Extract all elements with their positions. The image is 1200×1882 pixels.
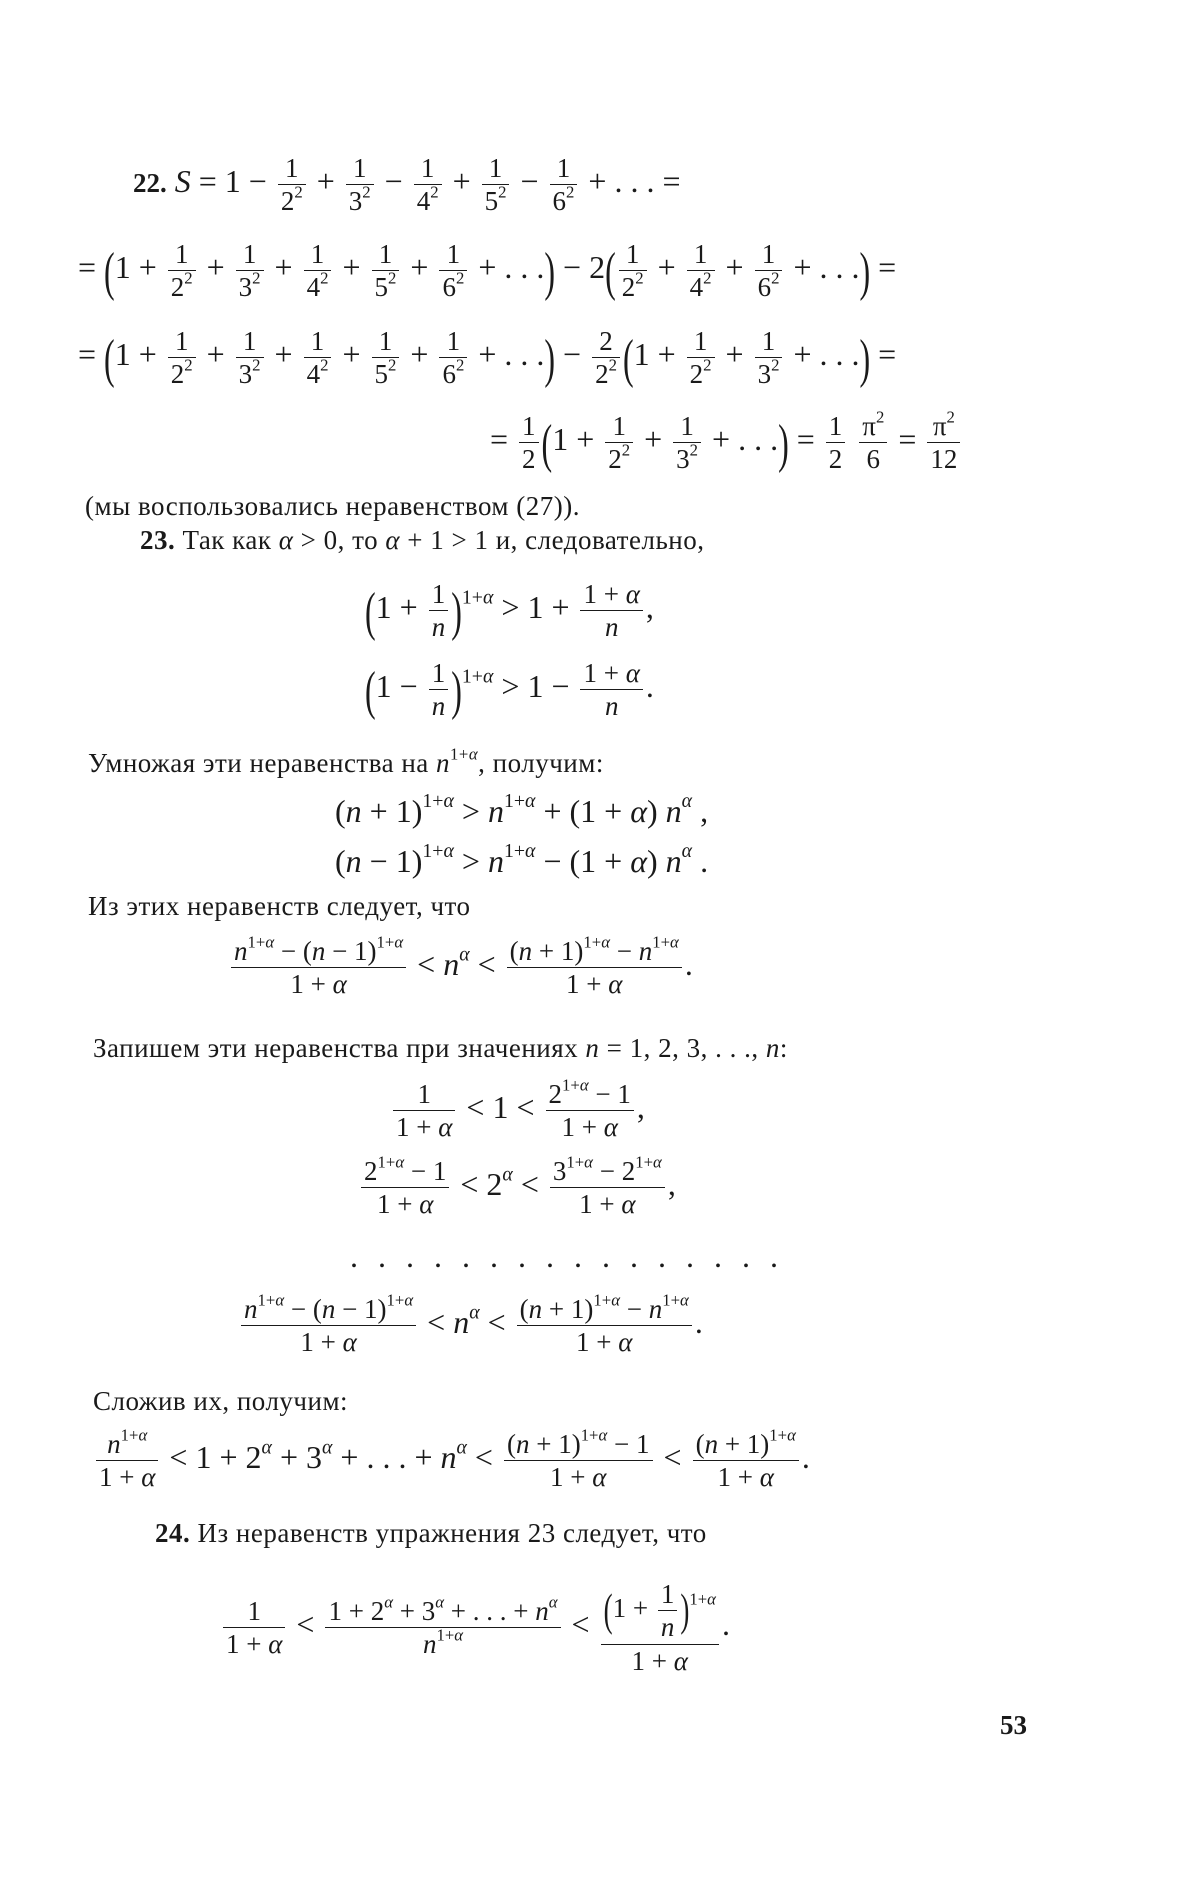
p23-intro-line: 23. Так как α > 0, то α + 1 > 1 и, следовательно, (140, 525, 705, 555)
p23-ineq9: $\frac{n^{1+\alpha}}{1 + \alpha}$ < $1 + 2^\alpha + 3^\alpha$ + . . . + $n^\alpha$ < $\frac{(n + 1)^{1+\alpha} - 1}{1 + \alpha}$ < $\frac{(n + 1)^{1+\alpha}}{1 + \alpha}$ . (93, 1428, 810, 1494)
p23-ineq4: $(n - 1)^{1+\alpha} > n^{1+\alpha} - (1 + \alpha)$ $n^\alpha$ . (335, 840, 709, 879)
p23-ineq6: $\frac{1}{1 + \alpha}$ < 1 < $\frac{2^{1+\alpha} - 1}{1 + \alpha}$ , (390, 1078, 645, 1144)
p22-line1: 22. S = 1 − $\frac{1}{2^2}$ + $\frac{1}{3^2}$ − $\frac{1}{4^2}$ + $\frac{1}{5^2}$ − $\frac{1}{6^2}$ + . . . = (133, 153, 681, 217)
p23-follows: Из этих неравенств следует, что (88, 891, 471, 921)
p22-note: (мы воспользовались неравенством (27)). (85, 491, 580, 521)
p23-write: Запишем эти неравенства при значениях n = 1, 2, 3, . . ., n: (93, 1033, 788, 1063)
p22-line2: = (1 + $\frac{1}{2^2}$ + $\frac{1}{3^2}$ + $\frac{1}{4^2}$ + $\frac{1}{5^2}$ + $\frac{1}{6^2}$ + . . .) − 2( $\frac{1}{2^2}$ + $\frac{1}{4^2}$ + $\frac{1}{6^2}$ + . . .) = (78, 239, 897, 303)
p23-dots: . . . . . . . . . . . . . . . . (350, 1238, 784, 1274)
p23-ineq7: $\frac{2^{1+\alpha} - 1}{1 + \alpha}$ < $2^\alpha$ < $\frac{3^{1+\alpha} - 2^{1+\alpha}}{1 + \alpha}$ , (358, 1155, 676, 1221)
problem-number-24: 24. (155, 1518, 191, 1548)
problem-number-22: 22. (133, 168, 167, 199)
problem-number-23: 23. (140, 525, 176, 555)
p23-ineq2: (1 − $\frac{1}{n}$ )$^{1+\alpha}$ > 1 − $\frac{1 + \alpha}{n}$ . (365, 658, 654, 722)
p23-ineq1: (1 + $\frac{1}{n}$ )$^{1+\alpha}$ > 1 + $\frac{1 + \alpha}{n}$ , (365, 579, 654, 643)
p22-line3: = (1 + $\frac{1}{2^2}$ + $\frac{1}{3^2}$ + $\frac{1}{4^2}$ + $\frac{1}{5^2}$ + $\frac{1}{6^2}$ + . . .) − $\frac{2}{2^2}$ (1 + $\frac{1}{2^2}$ + $\frac{1}{3^2}$ + . . .) = (78, 326, 897, 390)
p23-sum: Сложив их, получим: (93, 1386, 349, 1416)
p23-ineq5: $\frac{n^{1+\alpha} - (n - 1)^{1+\alpha}}{1 + \alpha}$ < $n^\alpha$ < $\frac{(n + 1)^{1+\alpha} - n^{1+\alpha}}{1 + \alpha}$ . (228, 935, 693, 1001)
p23-ineq8: $\frac{n^{1+\alpha} - (n - 1)^{1+\alpha}}{1 + \alpha}$ < $n^\alpha$ < $\frac{(n + 1)^{1+\alpha} - n^{1+\alpha}}{1 + \alpha}$ . (238, 1293, 703, 1359)
p24-ineq: $\frac{1}{1 + \alpha}$ < $\frac{1 + 2^\alpha + 3^\alpha + . . . + n^\alpha}{n^{1+\alpha}}$ < (1 + $\frac{1}{n}$ )$^{1+\alpha}$ 1 + α . (220, 1578, 730, 1677)
p24-intro-line: 24. Из неравенств упражнения 23 следует, что (155, 1518, 707, 1548)
p22-line4: = $\frac{1}{2}$ (1 + $\frac{1}{2^2}$ + $\frac{1}{3^2}$ + . . .) = $\frac{1}{2}$ $\frac{\pi^2}{6}$ = $\frac{\pi^2}{12}$ (490, 410, 963, 476)
p23-multiply: Умножая эти неравенства на $n^{1+\alpha}$, получим: (88, 744, 604, 778)
p23-ineq3: $(n + 1)^{1+\alpha} > n^{1+\alpha} + (1 + \alpha)$ $n^\alpha$ , (335, 790, 709, 829)
page-number: 53 (1000, 1710, 1027, 1740)
